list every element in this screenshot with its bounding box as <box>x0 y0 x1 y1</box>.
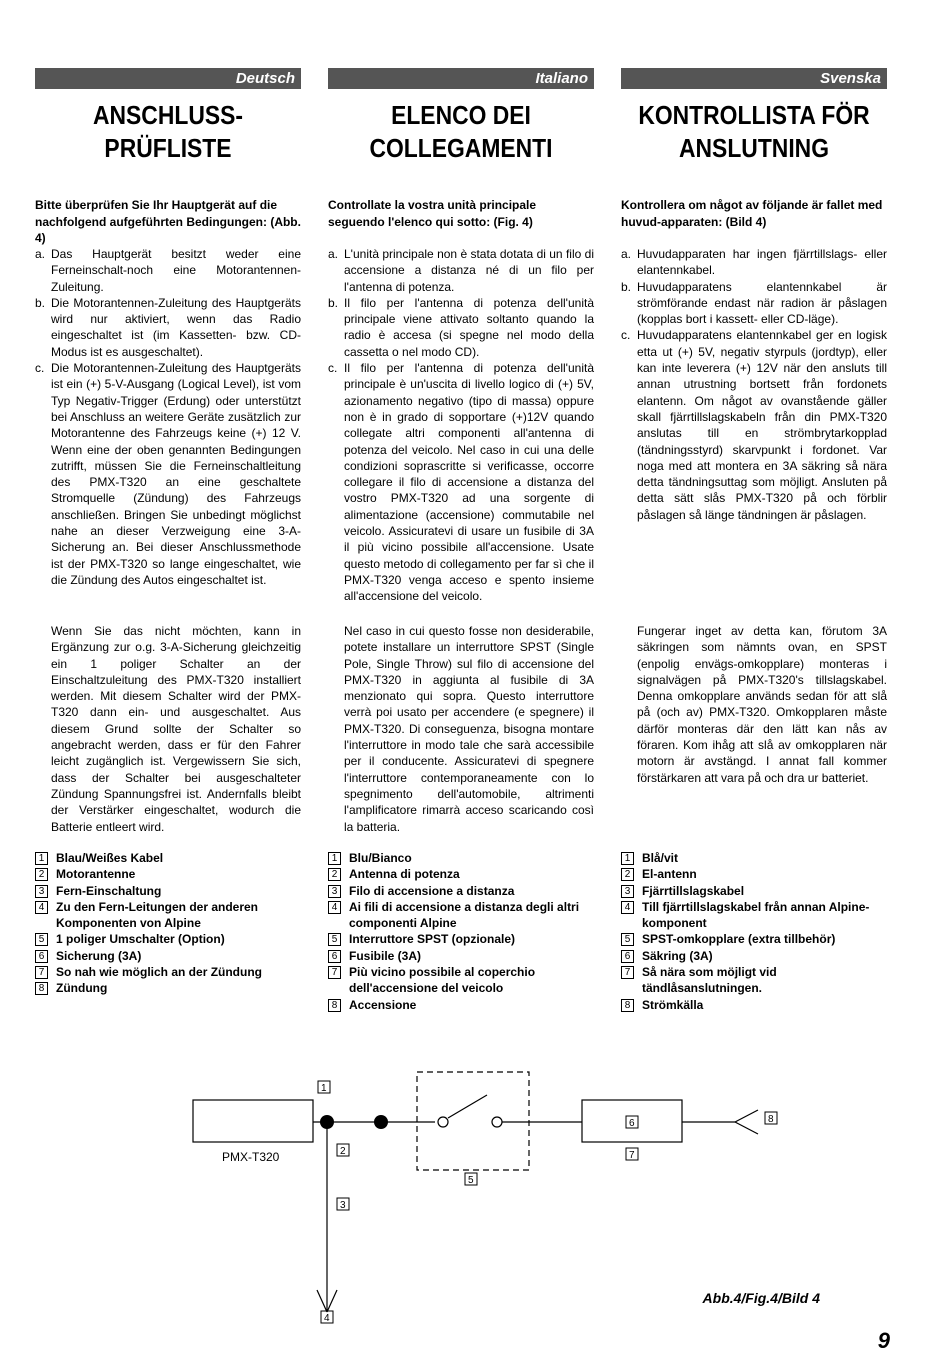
legend-item <box>328 948 594 964</box>
pmx-t320-unit-box <box>193 1100 313 1142</box>
legend-text: Motorantenne <box>56 867 136 882</box>
marker-1 <box>318 1081 330 1094</box>
legend-text: Blu/Bianco <box>349 851 412 865</box>
legend-item <box>35 948 301 964</box>
title-line: ELENCO DEI <box>391 100 531 130</box>
svg-text:7: 7 <box>629 1150 635 1161</box>
legend-number: 6 <box>621 950 634 963</box>
spst-switch-box <box>417 1072 529 1170</box>
title-line: PRÜFLISTE <box>104 133 232 163</box>
legend-item <box>35 850 301 866</box>
list-item-label: b. <box>328 295 339 310</box>
legend-number: 7 <box>35 966 48 979</box>
legend-item <box>35 964 301 980</box>
list-item-label: c. <box>328 361 338 376</box>
legend-text: Filo di accensione a distanza <box>349 883 515 898</box>
legend-number: 1 <box>328 852 341 865</box>
pmx-t320-label: PMX-T320 <box>222 1150 280 1164</box>
legend-text: Till fjärrtillslagskabel från annan Alpine-komponent <box>642 899 870 931</box>
language-header: Svenska <box>621 68 887 89</box>
marker-4 <box>321 1311 333 1324</box>
title-line: ANSLUTNING <box>679 133 829 163</box>
svg-text:4: 4 <box>324 1313 330 1324</box>
list-item-text: Huvudapparaten har ingen fjärrtillslags- eller elantennkabel. <box>637 247 887 278</box>
legend-number: 5 <box>328 933 341 946</box>
diagram-markers <box>318 1081 777 1324</box>
legend-text: Antenna di potenza <box>349 867 460 882</box>
legend-item <box>621 964 887 997</box>
legend-text: El-antenn <box>642 867 697 882</box>
junction-dot <box>320 1115 334 1129</box>
legend-number: 3 <box>35 885 48 898</box>
list-item-label: c. <box>35 361 45 376</box>
legend-item <box>621 883 887 899</box>
legend-text: Interruttore SPST (opzionale) <box>349 932 516 947</box>
section-title <box>637 99 871 169</box>
svg-text:6: 6 <box>629 1118 635 1129</box>
legend-text: 1 poliger Umschalter (Option) <box>56 932 225 947</box>
legend-text: Accensione <box>349 997 417 1012</box>
svg-text:2: 2 <box>340 1146 346 1157</box>
condition-list <box>621 246 887 523</box>
legend-item <box>328 866 594 882</box>
list-item-text: Huvudapparatens elantennkabel ger en logisk etta ut (+) 5V, negativ styrpuls (jordtyp), eller kan inte leverera (+) 12V när den ansluts till annan utrustning bortsett från fordonets elantenn. Om något av ovanstående gäller skall fjärrtillslagskabeln från din PMX-T320 anslutas till en strömbrytarkopplad (tändningsstyrd) skarvpunkt i fordonet. Var noga med att montera en 3A säkring så nära detta tändningsuttag som möjligt. Ansluten på detta sätt slås PMX-T320 på och förblir påslagen så länge tändningen är påslagen. <box>637 328 887 522</box>
marker-3 <box>337 1198 349 1211</box>
marker-5 <box>465 1173 477 1186</box>
svg-text:8: 8 <box>768 1114 774 1125</box>
language-header: Deutsch <box>35 68 301 89</box>
legend-number: 6 <box>35 950 48 963</box>
condition-list <box>35 246 301 588</box>
column-svenska <box>621 68 887 1012</box>
list-item <box>328 246 594 295</box>
list-item-text: Il filo per l'antenna di potenza dell'unità principale viene attivato soltanto quando la radio è accesa (si spegne nel modo della cassetta o nel modo CD). <box>344 295 594 359</box>
legend-item <box>621 866 887 882</box>
legend-number: 6 <box>328 950 341 963</box>
list-item <box>621 279 887 328</box>
list-item <box>328 295 594 360</box>
list-item-label: a. <box>35 247 46 261</box>
list-item <box>35 246 301 295</box>
legend-text: Så nära som möjligt vid tändlåsanslutningen. <box>642 965 777 996</box>
legend-number: 2 <box>35 868 48 881</box>
legend-text: Più vicino possibile al coperchio dell'accensione del veicolo <box>349 965 536 996</box>
list-item <box>621 246 887 279</box>
body-paragraph: Nel caso in cui questo fosse non desiderabile, potete installare un interruttore SPST (Single Pole, Single Throw) sul filo di accensione del PMX-T320 in aggiunta al fusibile di 3A menzionato qui sopra. Questo interruttore verrà poi usato per accendere (e spegnere) il PMX-T320. Di conseguenza, bisogna montare l'interruttore in modo tale che sarà accessibile per il conducente. Assicuratevi di spegnere l'interruttore contemporaneamente con lo spegnimento dell'automobile, altrimenti l'amplificatore rimarrà acceso scaricando così la batteria. <box>344 624 594 834</box>
legend-text: Blau/Weißes Kabel <box>56 851 164 865</box>
title-line: KONTROLLISTA FÖR <box>638 100 870 130</box>
legend-item <box>621 948 887 964</box>
marker-7 <box>626 1148 638 1161</box>
legend-number: 7 <box>328 966 341 979</box>
list-item-label: c. <box>621 328 631 343</box>
list-item-label: b. <box>621 279 632 294</box>
page-number: 9 <box>877 1328 890 1353</box>
list-item-text: Die Motorantennen-Zuleitung des Hauptgeräts ist ein (+) 5-V-Ausgang (Logical Level), ist vom Typ Negativ-Trigger (Erdung) oder unterstützt bei Anschluss an weitere Geräte zusätzlich zur Motorantenne des Fahrzeugs keine (+) 12 V. Wenn eine der oben genannten Bedingungen zutrifft, müssen Sie die Ferneinschaltleitung des PMX-T320 an eine geschaltete Stromquelle (Zündung) des Fahrzeugs anschließen. Bringen Sie unbedingt möglichst nahe an dieser Verzweigung eine 3-A-Sicherung an. Bei dieser Anschlussmethode ist der PMX-T320 so lange eingeschaltet, wie die Zündung des Autos eingeschaltet ist. <box>51 361 301 587</box>
marker-6 <box>626 1116 638 1129</box>
list-item <box>35 295 301 360</box>
legend-text: Fjärrtillslagskabel <box>642 883 745 898</box>
legend-text: SPST-omkopplare (extra tillbehör) <box>642 932 836 947</box>
legend-list <box>35 850 301 997</box>
junction-dot <box>374 1115 388 1129</box>
legend-text: Blå/vit <box>642 851 679 865</box>
legend-text: Zu den Fern-Leitungen der anderen Komponenten von Alpine <box>56 899 259 931</box>
legend-number: 5 <box>621 933 634 946</box>
list-item-text: Il filo per l'antenna di potenza dell'unità principale è un'uscita di livello logico di (+) 5V, azionamento negativo (tipo di massa) oppure non è in grado di sopportare (+)12V quando collegate altri componenti all'antenna di potenza del veicolo. Nel caso in cui una delle condizioni soprascritte si verificasse, occorre collegare il filo di accensione a distanza del vostro PMX-T320 ad una sorgente di alimentazione (accensione) commutabile nel veicolo. Assicuratevi di usare un fusibile di 3A il più vicino possibile all'accensione. Usate questo metodo di collegamento per far sì che il PMX-T320 venga acceso e spento insieme all'accensione del veicolo. <box>344 361 594 604</box>
figure-caption: Abb.4/Fig.4/Bild 4 <box>702 1290 820 1306</box>
svg-text:3: 3 <box>340 1200 346 1211</box>
legend-number: 5 <box>35 933 48 946</box>
legend-item <box>328 964 594 997</box>
legend-item <box>35 866 301 882</box>
legend-number: 4 <box>328 901 341 914</box>
legend-text: Ai fili di accensione a distanza degli altri componenti Alpine <box>349 899 580 931</box>
legend-number: 4 <box>35 901 48 914</box>
legend-item <box>328 850 594 866</box>
title-line: ANSCHLUSS- <box>92 100 243 130</box>
section-title <box>51 99 285 169</box>
legend-number: 8 <box>621 999 634 1012</box>
column-italiano <box>328 68 594 1012</box>
legend-item <box>328 899 594 932</box>
list-item-label: a. <box>328 247 339 261</box>
legend-list <box>328 850 594 1013</box>
list-item-text: L'unità principale non è stata dotata di un filo di accensione a distanza né di un filo per l'antenna di potenza. <box>344 247 594 294</box>
legend-list <box>621 850 887 1013</box>
section-title <box>344 99 578 169</box>
legend-number: 7 <box>621 966 634 979</box>
legend-number: 8 <box>35 982 48 995</box>
legend-number: 2 <box>621 868 634 881</box>
legend-number: 8 <box>328 999 341 1012</box>
legend-number: 3 <box>328 885 341 898</box>
legend-item <box>621 997 887 1013</box>
legend-text: Sicherung (3A) <box>56 948 142 963</box>
legend-item <box>328 883 594 899</box>
intro-text: Kontrollera om något av följande är fallet med huvud-apparaten: (Bild 4) <box>621 198 883 229</box>
list-item-label: a. <box>621 247 632 261</box>
legend-number: 2 <box>328 868 341 881</box>
legend-item <box>35 899 301 932</box>
marker-2 <box>337 1144 349 1157</box>
svg-text:1: 1 <box>321 1083 327 1094</box>
legend-text: Säkring (3A) <box>642 948 713 963</box>
legend-text: Zündung <box>56 981 108 996</box>
legend-item <box>621 850 887 866</box>
list-item <box>35 360 301 588</box>
intro-text: Bitte überprüfen Sie Ihr Hauptgerät auf die nachfolgend aufgeführten Bedingungen: (Abb. 4) <box>35 198 301 245</box>
language-header: Italiano <box>328 68 594 89</box>
legend-item <box>35 883 301 899</box>
legend-number: 3 <box>621 885 634 898</box>
legend-number: 4 <box>621 901 634 914</box>
list-item <box>328 360 594 604</box>
list-item <box>621 327 887 523</box>
legend-text: Fusibile (3A) <box>349 948 422 963</box>
legend-item <box>328 997 594 1013</box>
list-item-text: Huvudapparatens elantennkabel är strömförande endast när radion är påslagen (kopplas bort i kassett- eller CD-läge). <box>637 279 887 327</box>
body-paragraph: Fungerar inget av detta kan, förutom 3A säkringen som nämnts ovan, en SPST (enpolig envägs-omkopplare) monteras i signalvägen på PMX-T320's tillslagskabel. Denna omkopplare används sedan för att slå på (och av) PMX-T320. Omkopplaren måste därför monteras där den lätt kan nås av föraren. Kom ihåg att slå av omkopplaren när motorn är avstängd. I annat fall kommer förstärkaren att vara på och dra ur batteriet. <box>637 624 887 785</box>
marker-8 <box>765 1112 777 1125</box>
list-item-text: Das Hauptgerät besitzt weder eine Ferneinschalt-noch eine Motorantennen-Zuleitung. <box>51 247 301 294</box>
legend-number: 1 <box>621 852 634 865</box>
legend-item <box>621 899 887 932</box>
svg-text:5: 5 <box>468 1175 474 1186</box>
legend-text: Strömkälla <box>642 997 704 1012</box>
legend-text: So nah wie möglich an der Zündung <box>56 965 263 980</box>
legend-item <box>328 931 594 947</box>
legend-item <box>35 931 301 947</box>
list-item-label: b. <box>35 295 46 310</box>
legend-item <box>35 980 301 996</box>
legend-item <box>621 931 887 947</box>
title-line: COLLEGAMENTI <box>369 133 553 163</box>
list-item-text: Die Motorantennen-Zuleitung des Hauptgeräts wird nur aktiviert, wenn das Radio eingeschaltet ist (im Kassetten- bzw. CD-Modus ist es ausgeschaltet). <box>51 295 301 359</box>
condition-list <box>328 246 594 605</box>
legend-text: Fern-Einschaltung <box>56 883 162 898</box>
body-paragraph: Wenn Sie das nicht möchten, kann in Ergänzung zur o.g. 3-A-Sicherung gleichzeitig ein 1 poliger Schalter an der Einschaltzuleitung des PMX-T320 installiert werden. Mit diesem Schalter wird der PMX-T320 dann ein- und ausgeschaltet. Aus diesem Grund sollte der Schalter so angebracht werden, dass er für den Fahrer leicht zugänglich ist. Vergewissern Sie sich, dass der Schalter bei ausgeschalteter Zündung Spannungsfrei ist. Andernfalls bleibt der Verstärker eingeschaltet, wodurch die Batterie entleert wird. <box>51 624 301 834</box>
column-deutsch <box>35 68 301 996</box>
intro-text: Controllate la vostra unità principale seguendo l'elenco qui sotto: (Fig. 4) <box>328 198 537 229</box>
legend-number: 1 <box>35 852 48 865</box>
